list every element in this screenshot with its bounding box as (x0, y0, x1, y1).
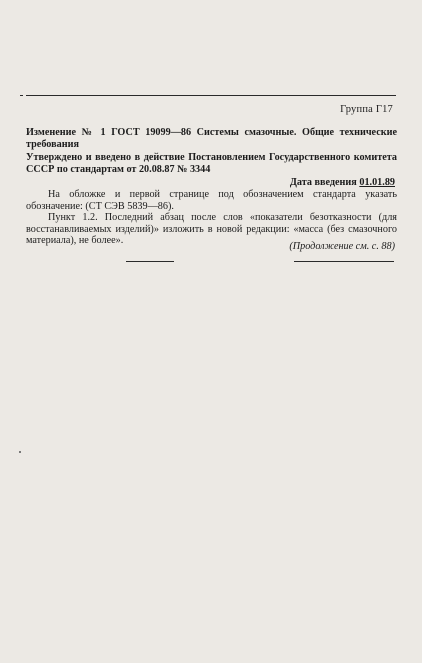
effective-date-value: 01.01.89 (359, 177, 395, 188)
approval-statement: Утверждено и введено в действие Постановлением Государственного комитета СССР по стандартам от 20.08.87 № 3344 (26, 152, 397, 175)
top-rule (26, 95, 396, 96)
group-label: Группа Г17 (340, 104, 393, 115)
paper-speck (19, 451, 21, 453)
paragraph-clause-1-2: Пункт 1.2. Последний абзац после слов «показатели безотказности (для восстанавливаемых изделий)» изложить в новой редакции: «масса (без смазочного материала), не более». (26, 212, 397, 246)
effective-date (290, 177, 395, 188)
bottom-rule-right (294, 261, 394, 262)
continuation-note: (Продолжение см. с. 88) (289, 241, 395, 252)
bottom-rule-left (126, 261, 174, 262)
paragraph-cover: На обложке и первой странице под обозначением стандарта указать обозначение: (СТ СЭВ 5839—86). (26, 189, 397, 212)
amendment-title: Изменение № 1 ГОСТ 19099—86 Системы смазочные. Общие технические требования (26, 127, 397, 150)
effective-date-label: Дата введения (289, 177, 357, 188)
